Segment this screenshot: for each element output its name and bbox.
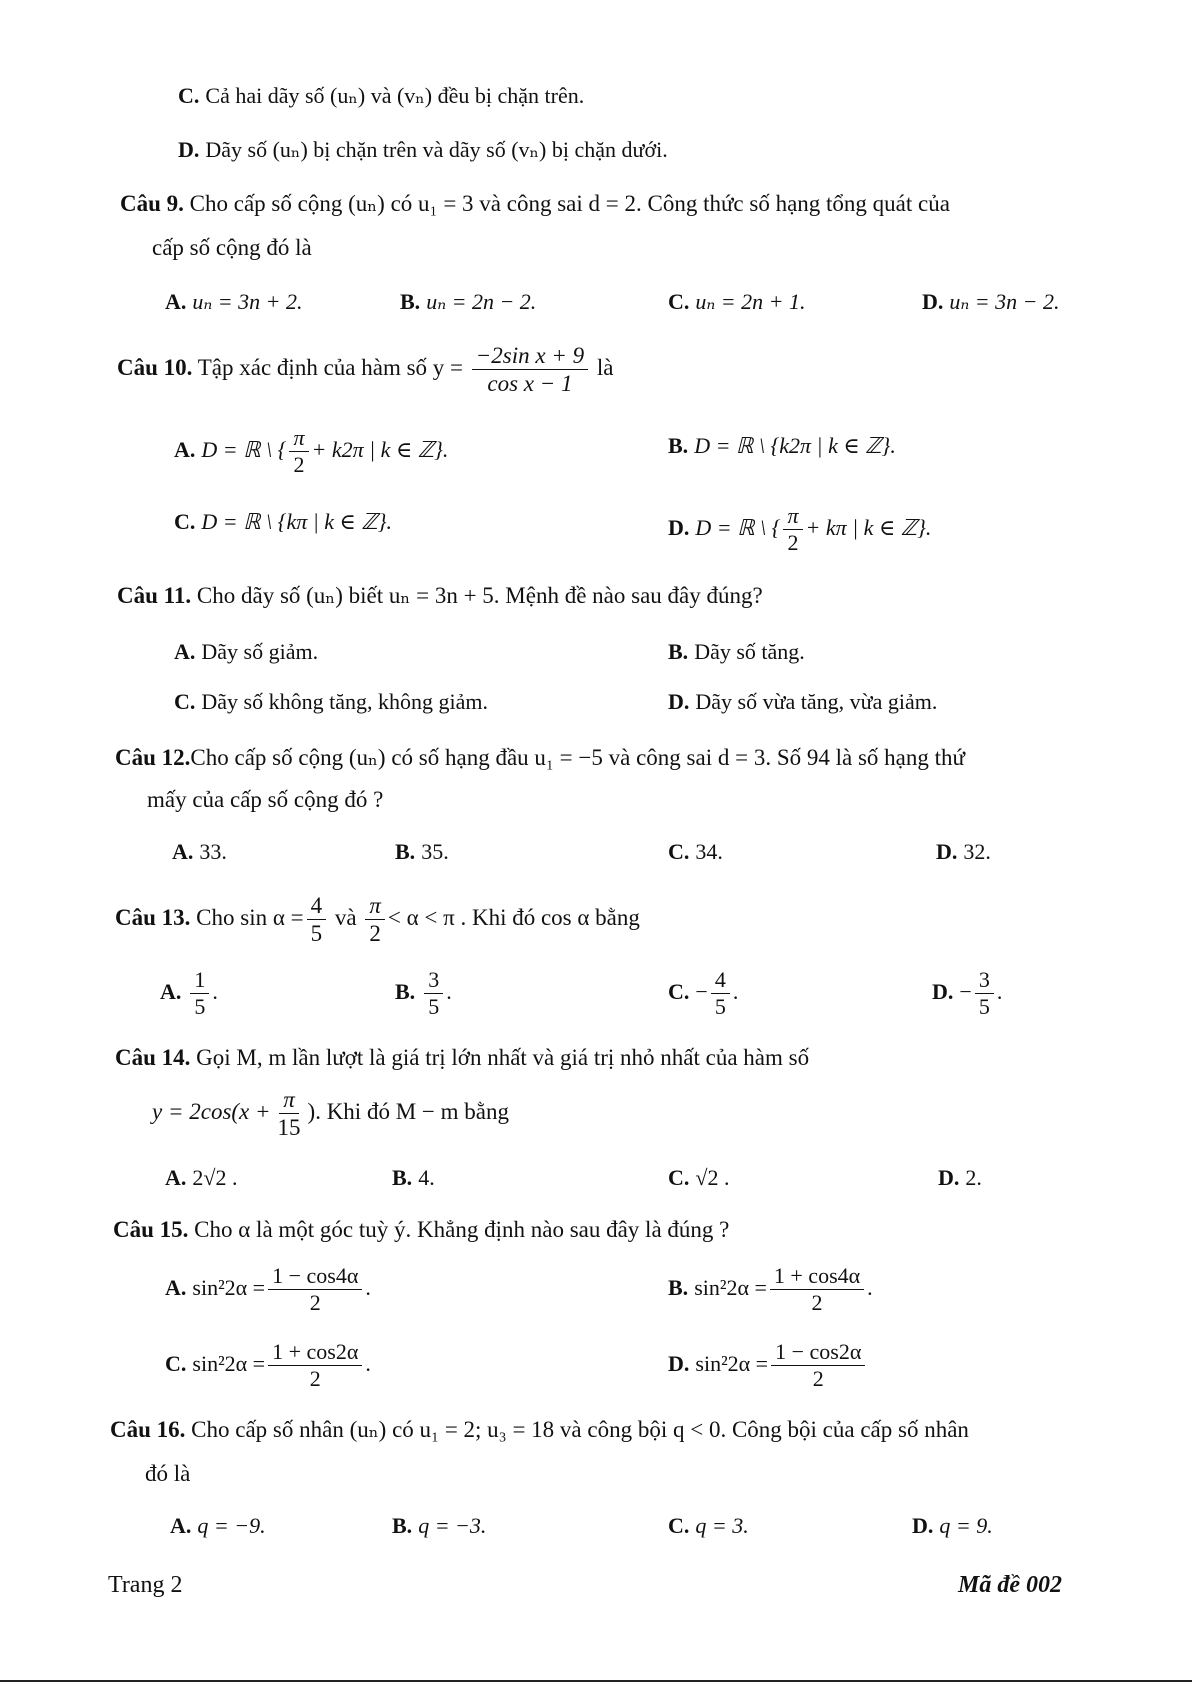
option-text-end: .	[867, 1275, 873, 1300]
option-label: A.	[174, 639, 196, 664]
option-text-end: + kπ | k ∈ ℤ}.	[805, 515, 932, 540]
fraction-numerator: π	[279, 1087, 299, 1114]
fraction	[268, 1264, 362, 1315]
q9-option-a	[165, 288, 303, 316]
option-label: D.	[668, 1351, 690, 1376]
question-text: Cho dãy số (uₙ) biết uₙ = 3n + 5. Mệnh đề nào sau đây đúng?	[196, 583, 763, 608]
q15-stem	[113, 1216, 729, 1244]
fraction	[711, 968, 730, 1019]
option-label: B.	[395, 979, 416, 1004]
option-label: C.	[668, 979, 690, 1004]
fraction-numerator: 3	[975, 968, 994, 994]
q16-option-d	[912, 1512, 993, 1540]
q16-option-a	[170, 1512, 266, 1540]
question-label: Câu 9.	[120, 191, 184, 216]
fraction-denominator: 5	[978, 994, 990, 1020]
question-text: và	[334, 905, 357, 930]
option-text: q = 9.	[939, 1513, 993, 1538]
question-text: Tập xác định của hàm số y =	[197, 355, 464, 380]
option-label: D.	[922, 289, 944, 314]
q14-option-b	[392, 1164, 435, 1192]
option-text: 2√2 .	[192, 1165, 238, 1190]
exam-code: Mã đề 002	[958, 1572, 1062, 1598]
fraction-numerator: π	[783, 504, 802, 530]
q13-option-b: B. $\frac{3}{5}$ .	[395, 967, 452, 1020]
q11-option-c	[174, 688, 488, 716]
q16-stem-line1	[110, 1416, 969, 1444]
option-text: uₙ = 3n − 2.	[949, 289, 1060, 314]
fraction	[771, 1340, 865, 1391]
q8-option-c	[178, 82, 584, 110]
option-label: B.	[668, 433, 689, 458]
q11-option-a	[174, 638, 318, 666]
q10-option-b	[668, 432, 896, 460]
q14-option-d	[938, 1164, 982, 1192]
option-text: Dãy số tăng.	[694, 639, 805, 664]
option-text: sin²2α =	[695, 1351, 769, 1376]
fraction-numerator: 4	[307, 893, 327, 920]
q13-option-c: C. − $\frac{4}{5}$ .	[668, 967, 739, 1020]
option-label: C.	[668, 1165, 690, 1190]
page-number: Trang 2	[108, 1572, 183, 1598]
q14-option-c	[668, 1164, 729, 1192]
q15-option-d	[668, 1334, 868, 1394]
fraction	[424, 968, 443, 1019]
option-label: B.	[400, 289, 421, 314]
option-label: A.	[165, 1165, 187, 1190]
fraction-numerator: 1	[190, 968, 209, 994]
question-label: Câu 13.	[115, 905, 191, 930]
question-text: Gọi M, m lần lượt là giá trị lớn nhất và giá trị nhỏ nhất của hàm số	[196, 1045, 810, 1070]
fraction	[289, 426, 308, 477]
q11-stem	[117, 582, 763, 610]
option-text: 4.	[418, 1165, 435, 1190]
option-label: A.	[174, 437, 196, 462]
option-label: D.	[932, 979, 954, 1004]
option-label: C.	[668, 839, 690, 864]
question-label: Câu 11.	[117, 583, 192, 608]
option-text: 2.	[965, 1165, 982, 1190]
fraction-numerator: 4	[711, 968, 730, 994]
q11-option-d	[668, 688, 937, 716]
option-text-end: + k2π | k ∈ ℤ}.	[311, 437, 449, 462]
q12-stem-line1	[115, 744, 965, 772]
fraction	[274, 1087, 305, 1141]
option-text: Dãy số giảm.	[201, 639, 319, 664]
question-text-end: ). Khi đó M − m bằng	[307, 1099, 509, 1124]
question-text: Cho cấp số cộng (uₙ) có số hạng đầu u₁ = −5 và công sai d = 3. Số 94 là số hạng thứ	[190, 745, 965, 770]
fraction	[190, 968, 209, 1019]
fraction-denominator: 2	[369, 921, 381, 947]
q11-option-b	[668, 638, 805, 666]
option-text: Dãy số (uₙ) bị chặn trên và dãy số (vₙ) bị chặn dưới.	[205, 137, 668, 162]
option-text-end: .	[365, 1275, 371, 1300]
option-text: uₙ = 3n + 2.	[192, 289, 303, 314]
question-label: Câu 12.	[115, 745, 191, 770]
fraction	[770, 1264, 864, 1315]
option-text: D = ℝ \ {kπ | k ∈ ℤ}.	[201, 509, 393, 534]
question-label: Câu 16.	[110, 1417, 186, 1442]
option-text: q = −9.	[197, 1513, 266, 1538]
option-text: sin²2α =	[192, 1351, 266, 1376]
option-label: A.	[172, 839, 194, 864]
fraction-numerator: 1 + cos2α	[268, 1340, 362, 1366]
fraction	[975, 968, 994, 1019]
option-label: B.	[668, 1275, 689, 1300]
question-text: y = 2cos(x +	[152, 1099, 271, 1124]
q9-option-d	[922, 288, 1060, 316]
option-label: D.	[178, 137, 200, 162]
fraction-denominator: cos x − 1	[487, 371, 573, 397]
fraction-numerator: 3	[424, 968, 443, 994]
q12-option-a	[172, 838, 227, 866]
q14-option-a	[165, 1164, 237, 1192]
q12-stem-line2: mấy của cấp số cộng đó ?	[147, 787, 384, 812]
question-label: Câu 10.	[117, 355, 193, 380]
option-text: Cả hai dãy số (uₙ) và (vₙ) đều bị chặn trên.	[205, 83, 585, 108]
fraction-denominator: 2	[293, 452, 305, 478]
fraction-denominator: 2	[309, 1290, 321, 1316]
fraction	[783, 504, 802, 555]
option-label: D.	[936, 839, 958, 864]
option-label: D.	[912, 1513, 934, 1538]
fraction-numerator: 1 + cos4α	[770, 1264, 864, 1290]
q9-stem-line2: cấp số cộng đó là	[152, 235, 312, 260]
fraction-denominator: 5	[310, 921, 323, 947]
q9-stem-line1	[120, 190, 950, 218]
fraction-numerator: −2sin x + 9	[472, 343, 588, 370]
fraction-denominator: 5	[714, 994, 726, 1020]
q15-option-c	[165, 1334, 371, 1394]
q10-option-d	[668, 498, 931, 558]
bottom-divider	[0, 1680, 1192, 1682]
option-text: q = 3.	[695, 1513, 749, 1538]
option-text: D = ℝ \ {k2π | k ∈ ℤ}.	[694, 433, 896, 458]
q14-stem-line2	[152, 1082, 509, 1142]
fraction-numerator: π	[365, 893, 385, 920]
option-label: C.	[165, 1351, 187, 1376]
option-text: sin²2α =	[192, 1275, 266, 1300]
q10-stem	[117, 338, 613, 398]
option-label: D.	[668, 515, 690, 540]
option-label: D.	[938, 1165, 960, 1190]
q9-option-b	[400, 288, 536, 316]
q16-stem-line2: đó là	[145, 1461, 191, 1486]
option-label: C.	[174, 509, 196, 534]
option-text: sin²2α =	[694, 1275, 767, 1300]
q13-option-d: D. − $\frac{3}{5}$ .	[932, 967, 1003, 1020]
option-text: uₙ = 2n + 1.	[695, 289, 806, 314]
fraction	[307, 893, 327, 947]
fraction-numerator: 1 − cos4α	[268, 1264, 362, 1290]
option-label: B.	[395, 839, 416, 864]
fraction-denominator: 15	[277, 1115, 301, 1141]
option-text: 34.	[695, 839, 723, 864]
fraction	[472, 343, 588, 397]
option-label: A.	[160, 979, 182, 1004]
option-label: C.	[174, 689, 196, 714]
option-label: C.	[178, 83, 200, 108]
fraction-denominator: 2	[811, 1290, 823, 1316]
fraction-denominator: 5	[194, 994, 206, 1020]
fraction-denominator: 5	[428, 994, 440, 1020]
question-text: Cho cấp số cộng (uₙ) có u₁ = 3 và công sai d = 2. Công thức số hạng tổng quát của	[189, 191, 950, 216]
option-text: Dãy số vừa tăng, vừa giảm.	[695, 689, 938, 714]
option-text: √2 .	[695, 1165, 730, 1190]
option-text: D = ℝ \ {	[201, 437, 287, 462]
q15-option-b	[668, 1258, 873, 1318]
fraction-denominator: 2	[787, 530, 799, 556]
fraction-denominator: 2	[812, 1366, 824, 1392]
fraction-denominator: 2	[309, 1366, 321, 1392]
q15-option-a	[165, 1258, 371, 1318]
q12-option-d	[936, 838, 991, 866]
option-text: D = ℝ \ {	[695, 515, 781, 540]
fraction	[365, 893, 385, 947]
q16-option-b	[392, 1512, 486, 1540]
option-text-end: .	[365, 1351, 371, 1376]
option-text: 33.	[199, 839, 227, 864]
q13-stem	[115, 888, 640, 948]
option-text: 35.	[421, 839, 449, 864]
fraction-numerator: π	[289, 426, 308, 452]
q12-option-b	[395, 838, 449, 866]
option-sign: −	[959, 979, 972, 1004]
option-label: C.	[668, 1513, 690, 1538]
question-text-end: là	[596, 355, 614, 380]
option-label: A.	[165, 289, 187, 314]
q8-option-d	[178, 136, 668, 164]
option-text: 32.	[963, 839, 991, 864]
option-label: A.	[170, 1513, 192, 1538]
option-label: D.	[668, 689, 690, 714]
question-text: < α < π . Khi đó cos α bằng	[387, 905, 640, 930]
q9-option-c	[668, 288, 806, 316]
option-label: B.	[392, 1165, 413, 1190]
question-text: Cho α là một góc tuỳ ý. Khẳng định nào sau đây là đúng ?	[194, 1217, 730, 1242]
fraction	[268, 1340, 362, 1391]
q10-option-a	[174, 420, 448, 480]
option-text: Dãy số không tăng, không giảm.	[201, 689, 488, 714]
question-text: Cho cấp số nhân (uₙ) có u₁ = 2; u₃ = 18 và công bội q < 0. Công bội của cấp số nhân	[191, 1417, 969, 1442]
option-label: A.	[165, 1275, 187, 1300]
question-text: Cho sin α =	[196, 905, 304, 930]
option-text: uₙ = 2n − 2.	[426, 289, 537, 314]
q13-option-a: A. $\frac{1}{5}$ .	[160, 967, 218, 1020]
option-label: C.	[668, 289, 690, 314]
q16-option-c	[668, 1512, 749, 1540]
q12-option-c	[668, 838, 723, 866]
option-label: B.	[668, 639, 689, 664]
option-sign: −	[695, 979, 708, 1004]
question-label: Câu 15.	[113, 1217, 189, 1242]
q10-option-c	[174, 508, 392, 536]
option-text: q = −3.	[418, 1513, 487, 1538]
question-label: Câu 14.	[115, 1045, 191, 1070]
q14-stem-line1	[115, 1044, 809, 1072]
option-label: B.	[392, 1513, 413, 1538]
fraction-numerator: 1 − cos2α	[771, 1340, 865, 1366]
